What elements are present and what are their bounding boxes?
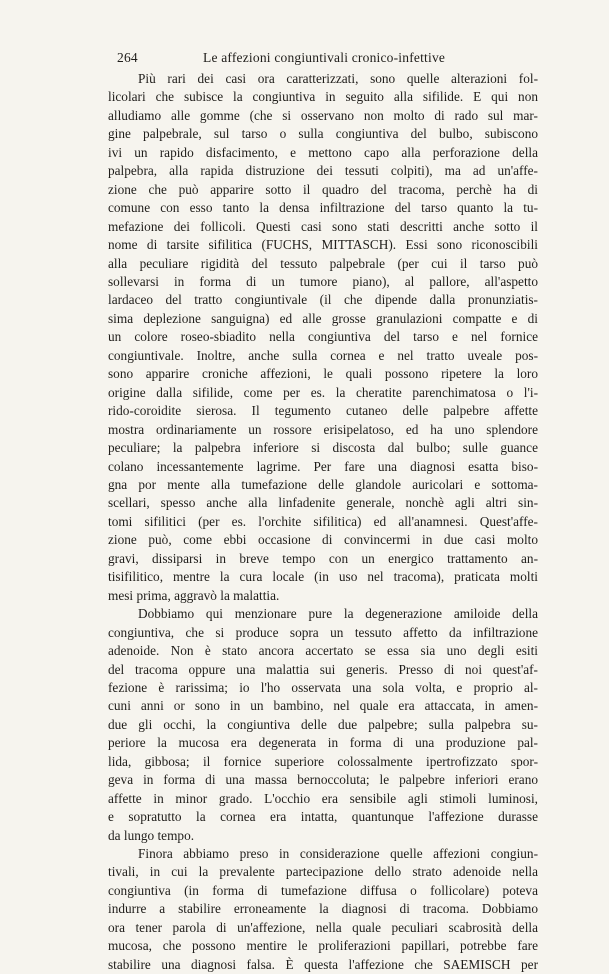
- text-line: mucosa, che possono mentire le proliferazioni papillari, potrebbe fare: [108, 938, 538, 954]
- text-line: sono apparire croniche affezioni, le quali possono ripetere la loro: [108, 366, 538, 382]
- text-line: ivi un rapido disfacimento, e mettono capo alla perforazione della: [108, 144, 538, 160]
- text-line: periore la mucosa era degenerata in forma di una produzione pal-: [108, 735, 538, 751]
- page-number: 264: [117, 50, 138, 65]
- text-line: tisifilitico, mentre la cura locale (in uso nel tracoma), praticata molti: [108, 569, 538, 585]
- text-line: fezione è rarissima; io l'ho osservata una sola volta, e proprio al-: [108, 679, 538, 695]
- text-line: ora tener parola di un'affezione, nella quale peculiari scabrosità della: [108, 919, 538, 935]
- text-line: cuni anni or sono in un bambino, nel quale era attaccata, in amen-: [108, 698, 538, 714]
- text-line: da lungo tempo.: [108, 827, 195, 843]
- paragraph-conclusion: [108, 845, 538, 974]
- text-line: zione che può apparire sotto il quadro del tracoma, perchè ha di: [108, 181, 538, 197]
- running-title: Le affezioni congiuntivali cronico-infettive: [203, 50, 446, 65]
- text-line: comune con esso tanto la densa infiltrazione del tarso quanto la tu-: [108, 200, 538, 216]
- text-line: Più rari dei casi ora caratterizzati, sono quelle alterazioni fol-: [138, 71, 538, 86]
- text-line: Dobbiamo qui menzionare pure la degenerazione amiloide della: [138, 606, 538, 622]
- text-line: due gli occhi, la congiuntiva delle due palpebre; sulla palpebra su-: [108, 716, 538, 732]
- text-line: origine dalla sifilide, come per es. la cheratite parenchimatosa o l'i-: [108, 384, 538, 400]
- text-line: sollevarsi in forma di un tumore piano), al pallore, all'aspetto: [108, 273, 538, 289]
- text-line: mesi prima, aggravò la malattia.: [108, 587, 280, 603]
- text-line: tivali, in cui la prevalente partecipazione dello strato adenoide nella: [108, 864, 538, 880]
- text-line: congiuntiva (in forma di tumefazione diffusa o follicolare) poteva: [108, 882, 538, 898]
- text-line: congiuntiva, che si produce sopra un tessuto affetto da infiltrazione: [108, 624, 538, 640]
- text-line: e sopratutto la cornea era intatta, quantunque l'affezione durasse: [108, 809, 538, 825]
- paragraph-syphilis: [108, 70, 538, 605]
- text-line: peculiare; la palpebra inferiore si discosta dal bulbo; sulle guance: [108, 440, 538, 456]
- text-line: sima deplezione sanguigna) ed alle grosse granulazioni compatte e di: [108, 310, 538, 326]
- text-line: scellari, spesso anche alla linfadenite generale, nonchè agli altri sin-: [108, 495, 538, 511]
- text-line: stabilire una diagnosi falsa. È questa l'affezione che SAEMISCH per: [108, 956, 538, 972]
- paragraph-amyloid: [108, 605, 538, 845]
- text-line: congiuntivale. Inoltre, anche sulla cornea e nel tratto uveale pos-: [108, 347, 538, 363]
- text-line: tomi sifilitici (per es. l'orchite sifilitica) ed all'anamnesi. Quest'affe-: [108, 513, 538, 529]
- text-line: alludiamo alle gomme (che si osservano non molto di rado sul mar-: [108, 107, 538, 123]
- text-line: gna por mente alla tumefazione delle glandole auricolari e sottoma-: [108, 476, 538, 492]
- text-line: lida, gibbosa; il fornice superiore colossalmente ipertrofizzato spor-: [108, 753, 538, 769]
- text-line: gine palpebrale, sul tarso o sulla congiuntiva del bulbo, subiscono: [108, 126, 538, 142]
- text-line: rido-coroidite sierosa. Il tegumento cutaneo delle palpebre affette: [108, 403, 538, 419]
- text-line: zione può, come ebbi occasione di convincermi in due casi molto: [108, 532, 538, 548]
- text-line: lardaceo del tratto congiuntivale (il che dipende dalla pronunziatis-: [108, 292, 538, 308]
- text-line: nome di tarsite sifilitica (FUCHS, MITTASCH). Essi sono riconoscibili: [108, 237, 538, 253]
- text-line: colano incessantemente lagrime. Per fare una diagnosi esatta biso-: [108, 458, 538, 474]
- text-line: del tracoma oppure una malattia sui generis. Presso di noi quest'af-: [108, 661, 538, 677]
- text-line: adenoide. Non è stato ancora accertato se essa sia uno degli esiti: [108, 643, 538, 659]
- text-line: affette in minor grado. L'occhio era sensibile agli stimoli luminosi,: [108, 790, 538, 806]
- text-line: geva in forma di una massa bernoccoluta; le palpebre inferiori erano: [108, 772, 538, 788]
- text-line: gravi, dissiparsi in breve tempo con un energico trattamento an-: [108, 550, 538, 566]
- text-line: palpebra, alla rapida distruzione dei tessuti colpiti), ma ad un'affe-: [108, 163, 538, 179]
- text-line: un colore roseo-sbiadito nella congiuntiva del tarso e nel fornice: [108, 329, 538, 345]
- body-text: [108, 70, 538, 974]
- text-line: indurre a stabilire erroneamente la diagnosi di tracoma. Dobbiamo: [108, 901, 538, 917]
- text-line: Finora abbiamo preso in considerazione quelle affezioni congiun-: [138, 846, 538, 862]
- text-line: mefazione dei follicoli. Questi casi sono stati descritti anche sotto il: [108, 218, 538, 234]
- text-line: alla peculiare rigidità del tessuto palpebrale (per cui il tarso può: [108, 255, 538, 271]
- text-line: mostra ordinariamente un rossore erisipelatoso, ed ha uno splendore: [108, 421, 538, 437]
- text-line: licolari che subisce la congiuntiva in seguito alla sifilide. E qui non: [108, 89, 538, 105]
